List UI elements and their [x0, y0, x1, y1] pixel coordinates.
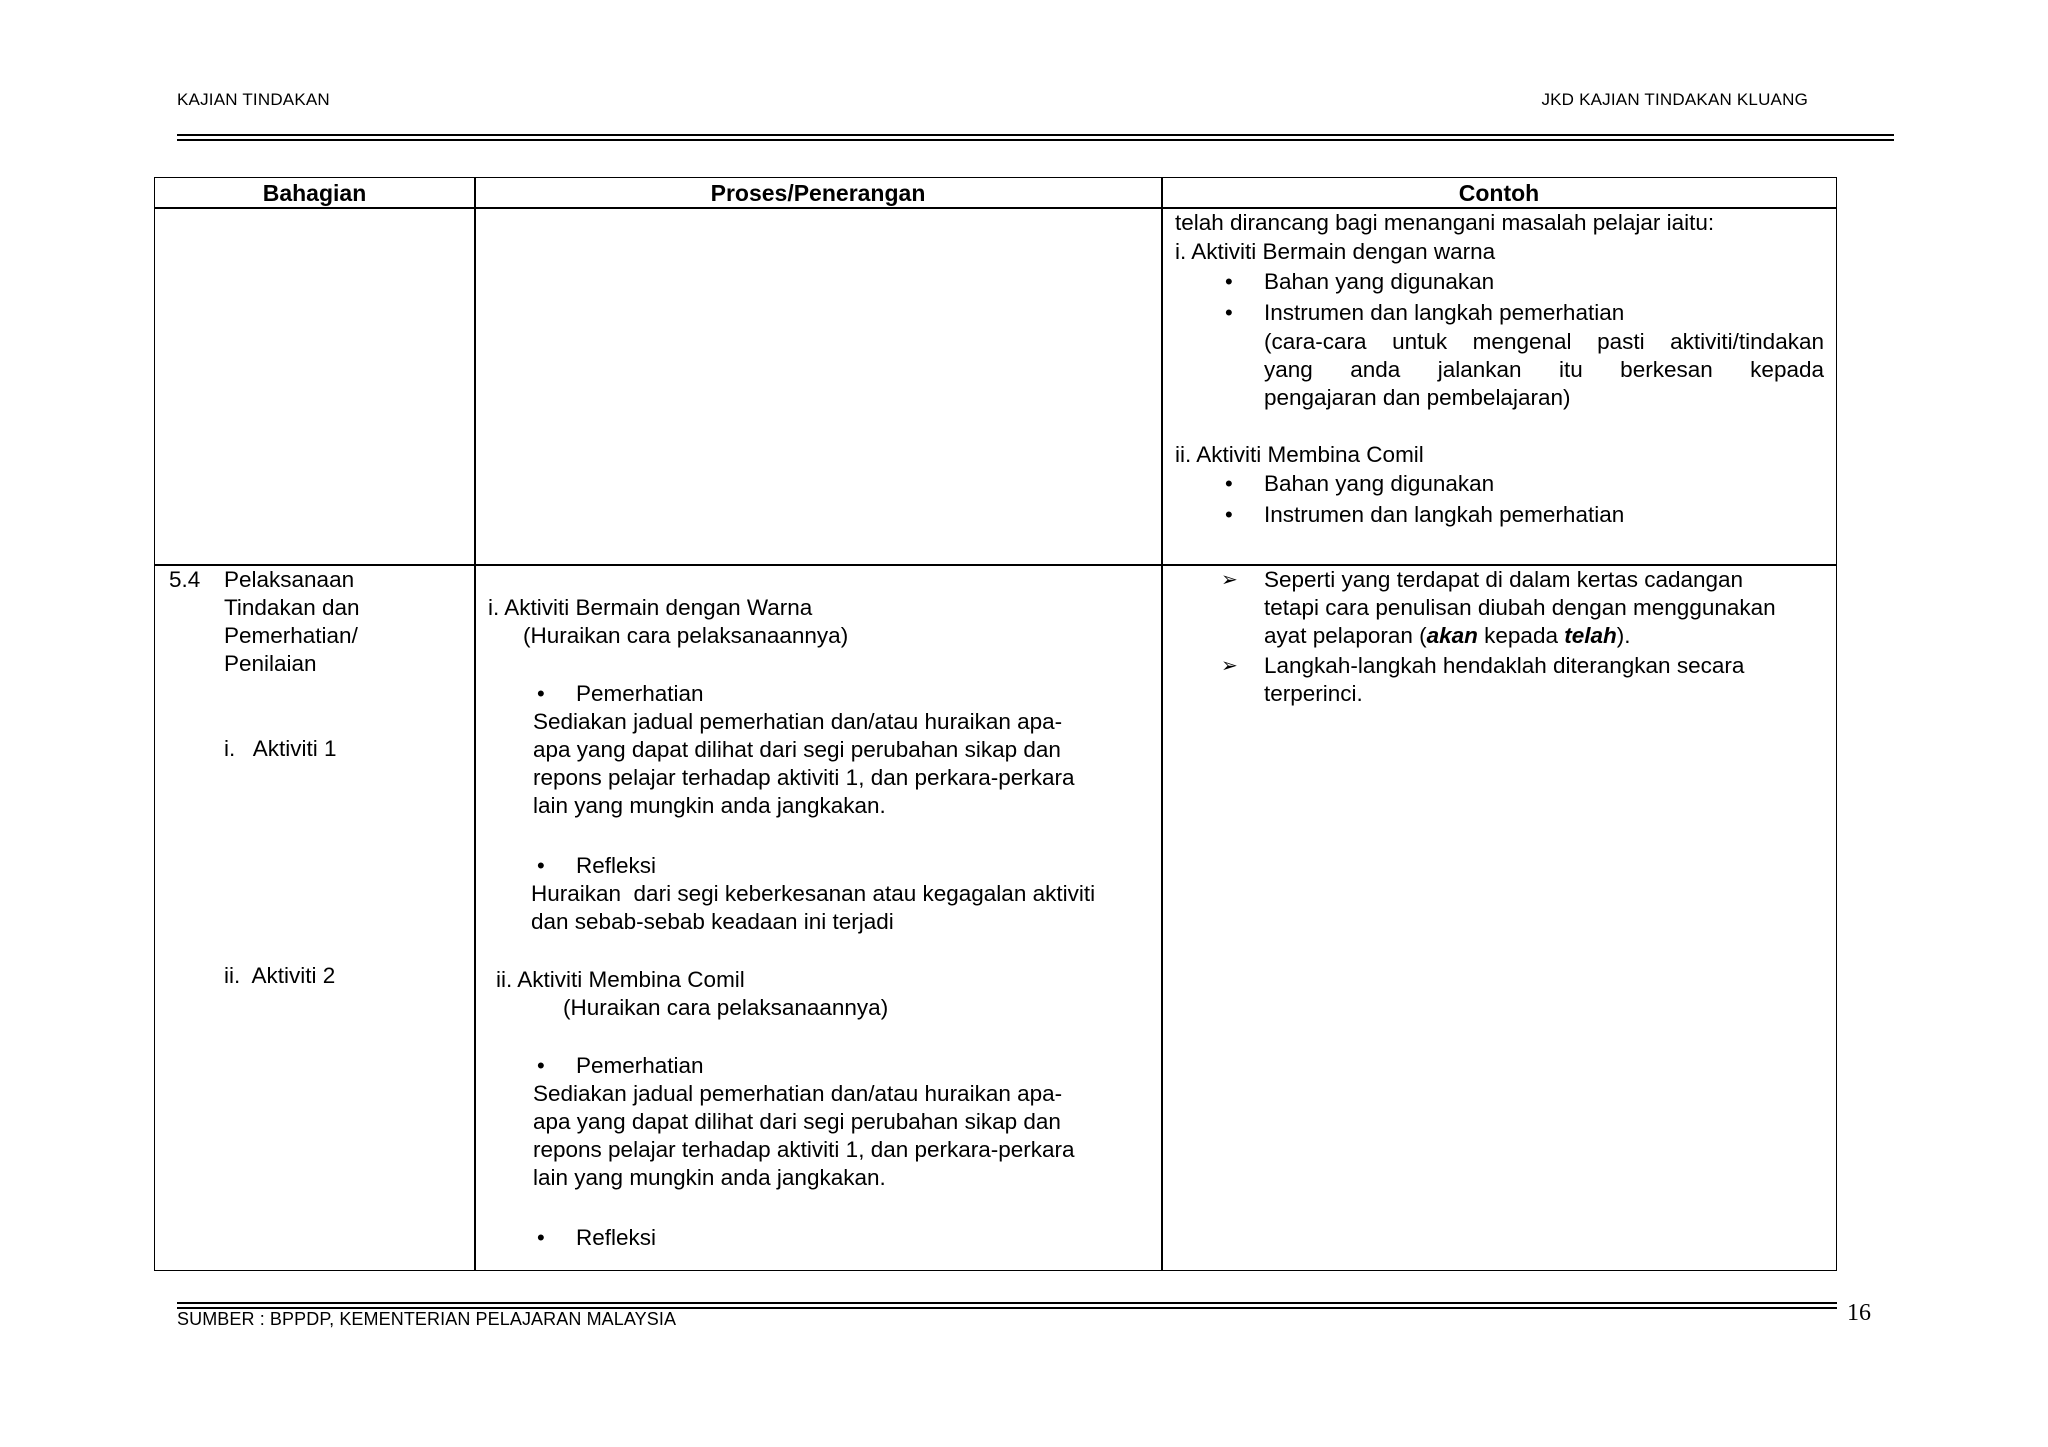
- contoh-item-1-desc-line-3: pengajaran dan pembelajaran): [1264, 385, 1571, 410]
- header-rule: [177, 134, 1894, 136]
- section-title-line-2: Tindakan dan: [224, 595, 360, 620]
- contoh-note-1-telah: telah: [1564, 623, 1617, 648]
- column-divider-2: [1161, 178, 1163, 1270]
- contoh-item-1-desc-line-1: (cara-cara untuk mengenal pasti aktiviti/tindakan: [1264, 329, 1824, 354]
- footer-rule: [177, 1302, 1837, 1304]
- aktiviti-1-label: i. Aktiviti 1: [224, 736, 337, 761]
- header-right: JKD KAJIAN TINDAKAN KLUANG: [1541, 90, 1808, 109]
- proses-aktiviti-1-pemerhatian-line-1: Sediakan jadual pemerhatian dan/atau huraikan apa-: [533, 709, 1063, 734]
- contoh-item-1-bullet-1: • Bahan yang digunakan: [1264, 268, 1494, 296]
- contoh-note-1-text-a: ayat pelaporan (: [1264, 623, 1427, 648]
- contoh-note-1-text-e: ).: [1616, 623, 1631, 648]
- column-header-proses: Proses/Penerangan: [710, 180, 926, 206]
- column-header-contoh: Contoh: [1458, 180, 1540, 206]
- header-left: KAJIAN TINDAKAN: [177, 90, 330, 109]
- proses-aktiviti-1-subtitle: (Huraikan cara pelaksanaannya): [523, 623, 849, 648]
- contoh-note-1-line-2: tetapi cara penulisan diubah dengan menggunakan: [1264, 595, 1776, 620]
- proses-aktiviti-2-subtitle: (Huraikan cara pelaksanaannya): [563, 995, 889, 1020]
- proses-aktiviti-2-bullet-pemerhatian: • Pemerhatian: [576, 1052, 704, 1080]
- proses-aktiviti-1-bullet-pemerhatian: • Pemerhatian: [576, 680, 704, 708]
- section-number: 5.4: [169, 567, 201, 592]
- proses-aktiviti-1-pemerhatian-line-2: apa yang dapat dilihat dari segi perubahan sikap dan: [533, 737, 1061, 762]
- footer-source: SUMBER : BPPDP, KEMENTERIAN PELAJARAN MALAYSIA: [177, 1309, 677, 1329]
- proses-aktiviti-1-pemerhatian-line-4: lain yang mungkin anda jangkakan.: [533, 793, 886, 818]
- section-title-line-1: Pelaksanaan: [224, 567, 355, 592]
- header-rule-double: [177, 139, 1894, 141]
- contoh-intro: telah dirancang bagi menangani masalah pelajar iaitu:: [1175, 210, 1715, 235]
- contoh-item-1: i. Aktiviti Bermain dengan warna: [1175, 239, 1496, 264]
- proses-aktiviti-2-bullet-refleksi: • Refleksi: [576, 1224, 656, 1252]
- proses-aktiviti-2-pemerhatian-line-4: lain yang mungkin anda jangkakan.: [533, 1165, 886, 1190]
- content-table: [154, 177, 1837, 1271]
- proses-aktiviti-2-title: ii. Aktiviti Membina Comil: [496, 967, 745, 992]
- contoh-note-1-text-c: kepada: [1477, 623, 1565, 648]
- contoh-item-2-bullet-2: • Instrumen dan langkah pemerhatian: [1264, 501, 1624, 529]
- proses-aktiviti-2-pemerhatian-line-2: apa yang dapat dilihat dari segi perubahan sikap dan: [533, 1109, 1061, 1134]
- contoh-item-2: ii. Aktiviti Membina Comil: [1175, 442, 1424, 467]
- aktiviti-2-label: ii. Aktiviti 2: [224, 963, 336, 988]
- contoh-note-1-line-3: [1264, 622, 1631, 650]
- column-header-bahagian: Bahagian: [262, 180, 367, 206]
- column-divider-1: [474, 178, 476, 1270]
- contoh-item-1-bullet-2: • Instrumen dan langkah pemerhatian: [1264, 299, 1624, 327]
- section-title-line-4: Penilaian: [224, 651, 317, 676]
- proses-aktiviti-1-bullet-refleksi: • Refleksi: [576, 852, 656, 880]
- proses-aktiviti-2-pemerhatian-line-1: Sediakan jadual pemerhatian dan/atau huraikan apa-: [533, 1081, 1063, 1106]
- proses-aktiviti-1-title: i. Aktiviti Bermain dengan Warna: [488, 595, 813, 620]
- proses-aktiviti-1-pemerhatian-line-3: repons pelajar terhadap aktiviti 1, dan perkara-perkara: [533, 765, 1075, 790]
- proses-aktiviti-1-refleksi-line-2: dan sebab-sebab keadaan ini terjadi: [531, 909, 894, 934]
- contoh-note-1-line-1: ➢ Seperti yang terdapat di dalam kertas cadangan: [1264, 566, 1743, 594]
- section-title-line-3: Pemerhatian/: [224, 623, 358, 648]
- contoh-item-2-bullet-1: • Bahan yang digunakan: [1264, 470, 1494, 498]
- contoh-note-1-akan: akan: [1426, 623, 1478, 648]
- page-number: 16: [1847, 1300, 1871, 1326]
- contoh-note-2-line-1: ➢ Langkah-langkah hendaklah diterangkan secara: [1264, 652, 1744, 680]
- contoh-note-2-line-2: terperinci.: [1264, 681, 1363, 706]
- contoh-item-1-desc-line-2: yang anda jalankan itu berkesan kepada: [1264, 357, 1824, 382]
- proses-aktiviti-1-refleksi-line-1: Huraikan dari segi keberkesanan atau kegagalan aktiviti: [531, 881, 1096, 906]
- proses-aktiviti-2-pemerhatian-line-3: repons pelajar terhadap aktiviti 1, dan perkara-perkara: [533, 1137, 1075, 1162]
